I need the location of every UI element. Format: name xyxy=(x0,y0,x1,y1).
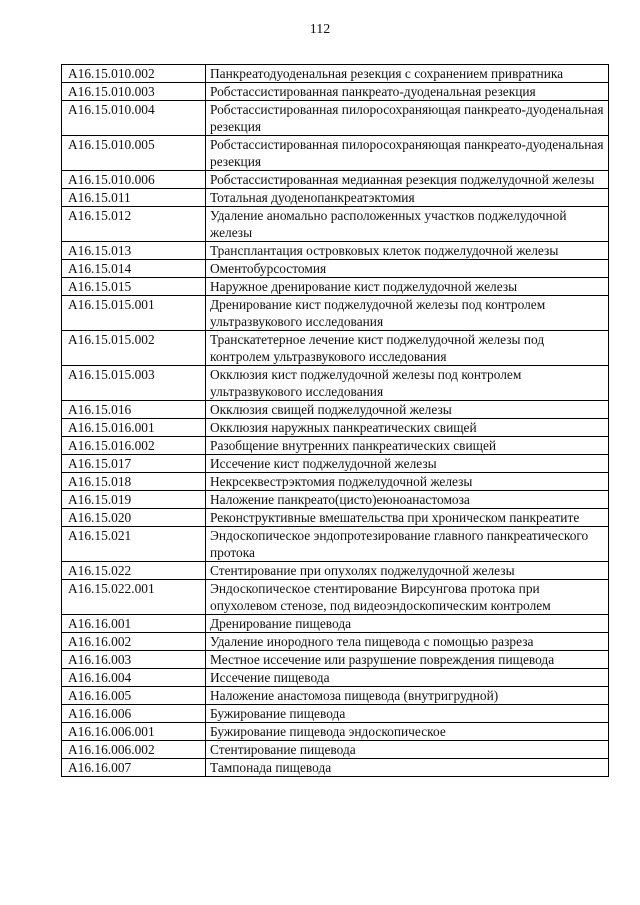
procedure-name: Бужирование пищевода эндоскопическое xyxy=(206,723,609,741)
procedure-name: Робстассистированная медианная резекция поджелудочной железы xyxy=(206,171,609,189)
procedure-code: A16.15.012 xyxy=(62,207,206,242)
procedure-name: Эндоскопическое эндопротезирование главного панкреатического протока xyxy=(206,527,609,562)
procedure-code: A16.15.016.001 xyxy=(62,419,206,437)
procedure-name: Стентирование при опухолях поджелудочной железы xyxy=(206,562,609,580)
procedure-code: A16.15.022 xyxy=(62,562,206,580)
procedure-code: A16.15.010.006 xyxy=(62,171,206,189)
table-row xyxy=(62,207,609,242)
procedure-name: Робстассистированная пилоросохраняющая панкреато-дуоденальная резекция xyxy=(206,136,609,171)
procedure-name: Стентирование пищевода xyxy=(206,741,609,759)
procedure-code: A16.16.003 xyxy=(62,651,206,669)
table-row xyxy=(62,171,609,189)
procedure-code: A16.16.002 xyxy=(62,633,206,651)
table-row xyxy=(62,296,609,331)
procedure-code: A16.16.005 xyxy=(62,687,206,705)
procedure-code: A16.15.014 xyxy=(62,260,206,278)
table-row xyxy=(62,455,609,473)
procedure-code: A16.15.010.005 xyxy=(62,136,206,171)
table-row xyxy=(62,101,609,136)
procedure-code: A16.15.010.004 xyxy=(62,101,206,136)
procedure-code: A16.15.016 xyxy=(62,401,206,419)
table-row xyxy=(62,705,609,723)
procedure-name: Наложение анастомоза пищевода (внутригрудной) xyxy=(206,687,609,705)
procedure-name: Окклюзия наружных панкреатических свищей xyxy=(206,419,609,437)
table-row xyxy=(62,331,609,366)
procedure-code: A16.15.011 xyxy=(62,189,206,207)
procedure-code: A16.15.020 xyxy=(62,509,206,527)
procedure-name: Окклюзия свищей поджелудочной железы xyxy=(206,401,609,419)
procedure-code: A16.15.015.001 xyxy=(62,296,206,331)
procedure-code: A16.15.016.002 xyxy=(62,437,206,455)
table-row xyxy=(62,419,609,437)
procedure-code: A16.15.018 xyxy=(62,473,206,491)
table-row xyxy=(62,633,609,651)
table-row xyxy=(62,473,609,491)
procedure-code: A16.16.006 xyxy=(62,705,206,723)
table-row xyxy=(62,615,609,633)
procedure-name: Эндоскопическое стентирование Вирсунгова протока при опухолевом стенозе, под видеоэндоскопическим контролем xyxy=(206,580,609,615)
procedure-name: Удаление аномально расположенных участков поджелудочной железы xyxy=(206,207,609,242)
procedure-name: Наружное дренирование кист поджелудочной железы xyxy=(206,278,609,296)
procedure-code: A16.15.015 xyxy=(62,278,206,296)
procedure-name: Окклюзия кист поджелудочной железы под контролем ультразвукового исследования xyxy=(206,366,609,401)
table-row xyxy=(62,723,609,741)
procedure-name: Иссечение пищевода xyxy=(206,669,609,687)
procedure-code: A16.15.015.003 xyxy=(62,366,206,401)
table-row xyxy=(62,687,609,705)
procedure-code: A16.15.017 xyxy=(62,455,206,473)
procedure-code: A16.15.019 xyxy=(62,491,206,509)
procedure-code: A16.16.004 xyxy=(62,669,206,687)
procedure-code: A16.15.015.002 xyxy=(62,331,206,366)
procedure-name: Дренирование пищевода xyxy=(206,615,609,633)
table-row xyxy=(62,741,609,759)
procedure-name: Панкреатодуоденальная резекция с сохранением привратника xyxy=(206,65,609,83)
procedure-code: A16.15.010.003 xyxy=(62,83,206,101)
table-row xyxy=(62,562,609,580)
procedure-name: Реконструктивные вмешательства при хроническом панкреатите xyxy=(206,509,609,527)
procedure-code: A16.15.021 xyxy=(62,527,206,562)
table-row xyxy=(62,527,609,562)
procedure-name: Тотальная дуоденопанкреатэктомия xyxy=(206,189,609,207)
table-row xyxy=(62,366,609,401)
procedure-code: A16.16.001 xyxy=(62,615,206,633)
table-row xyxy=(62,651,609,669)
procedure-name: Местное иссечение или разрушение повреждения пищевода xyxy=(206,651,609,669)
procedure-code: A16.15.013 xyxy=(62,242,206,260)
table-row xyxy=(62,278,609,296)
procedure-name: Транскатетерное лечение кист поджелудочной железы под контролем ультразвукового исследования xyxy=(206,331,609,366)
table-row xyxy=(62,509,609,527)
procedure-name: Робстассистированная панкреато-дуоденальная резекция xyxy=(206,83,609,101)
table-row xyxy=(62,242,609,260)
table-row xyxy=(62,401,609,419)
procedure-name: Тампонада пищевода xyxy=(206,759,609,777)
table-row xyxy=(62,83,609,101)
table-row xyxy=(62,136,609,171)
table-row xyxy=(62,189,609,207)
procedure-name: Некрсеквестрэктомия поджелудочной железы xyxy=(206,473,609,491)
table-row xyxy=(62,669,609,687)
procedure-code: A16.15.010.002 xyxy=(62,65,206,83)
procedure-table xyxy=(61,64,609,777)
procedure-code: A16.16.006.001 xyxy=(62,723,206,741)
table-row xyxy=(62,437,609,455)
table-row xyxy=(62,65,609,83)
procedure-code: A16.15.022.001 xyxy=(62,580,206,615)
procedure-code: A16.16.006.002 xyxy=(62,741,206,759)
procedure-name: Удаление инородного тела пищевода с помощью разреза xyxy=(206,633,609,651)
procedure-name: Дренирование кист поджелудочной железы под контролем ультразвукового исследования xyxy=(206,296,609,331)
procedure-name: Робстассистированная пилоросохраняющая панкреато-дуоденальная резекция xyxy=(206,101,609,136)
procedure-name: Бужирование пищевода xyxy=(206,705,609,723)
procedure-name: Оментобурсостомия xyxy=(206,260,609,278)
procedure-name: Иссечение кист поджелудочной железы xyxy=(206,455,609,473)
table-row xyxy=(62,759,609,777)
table-row xyxy=(62,260,609,278)
procedure-code: A16.16.007 xyxy=(62,759,206,777)
table-row xyxy=(62,580,609,615)
page-number: 112 xyxy=(309,22,331,37)
procedure-name: Наложение панкреато(цисто)еюноанастомоза xyxy=(206,491,609,509)
procedure-name: Разобщение внутренних панкреатических свищей xyxy=(206,437,609,455)
table-row xyxy=(62,491,609,509)
procedure-name: Трансплантация островковых клеток поджелудочной железы xyxy=(206,242,609,260)
